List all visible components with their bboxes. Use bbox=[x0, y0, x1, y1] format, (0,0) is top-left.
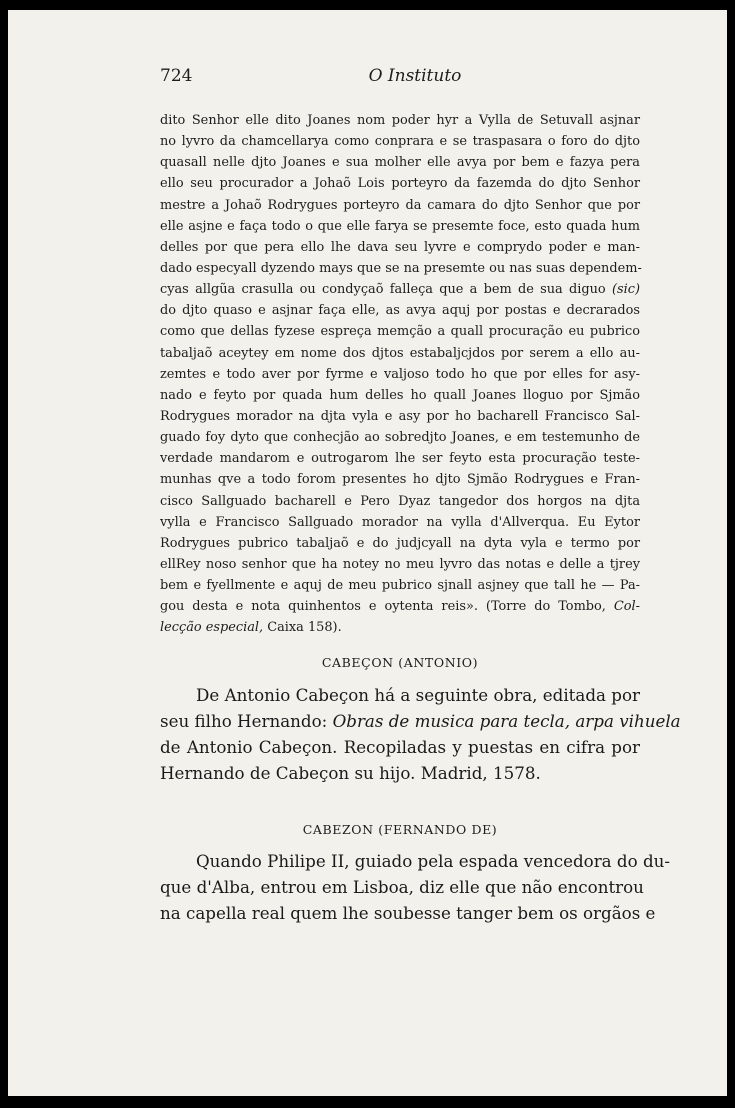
text-line: Rodrygues morador na djta vyla e asy por ho bacharell Francisco Sal- bbox=[160, 408, 640, 424]
text-line-with-title bbox=[160, 708, 681, 734]
text-line: elle asjne e faça todo o que elle farya se presemte foce, esto quada hum bbox=[160, 218, 640, 234]
document-transcription bbox=[160, 110, 640, 639]
collection-name: lecção especial, bbox=[160, 620, 264, 636]
text-line: dado especyall dyzendo mays que se na presemte ou nas suas dependem- bbox=[160, 260, 642, 276]
text-line: ello seu procurador a Johaõ Lois porteyro da fazemda do djto Senhor bbox=[160, 176, 640, 192]
text-line: no lyvro da chamcellarya como conprara e se traspasara o foro do djto bbox=[160, 134, 640, 150]
text-line: vylla e Francisco Sallguado morador na vylla d'Allverqua. Eu Eytor bbox=[160, 514, 640, 530]
text-line: mestre a Johaõ Rodrygues porteyro da camara do djto Senhor que por bbox=[160, 197, 640, 213]
page-header bbox=[160, 66, 640, 90]
section-body-cabecon-antonio bbox=[160, 682, 681, 786]
text-line: munhas qve a todo forom presentes ho djto Sjmão Rodrygues e Fran- bbox=[160, 472, 640, 488]
section-heading-cabezon-fernando: CABEZON (FERNANDO DE) bbox=[302, 822, 498, 837]
text-line: tabaljaõ aceytey em nome dos djtos estabaljcjdos por serem a ello au- bbox=[160, 345, 640, 361]
text-line: de Antonio Cabeçon. Recopiladas y puestas en cifra por bbox=[160, 737, 640, 757]
running-title: O Instituto bbox=[368, 66, 462, 86]
box-reference: Caixa 158). bbox=[267, 620, 342, 636]
section-heading-cabecon-antonio: CABEÇON (ANTONIO) bbox=[321, 655, 479, 670]
text-line-with-citation bbox=[160, 596, 640, 617]
text-line: nado e feyto por quada hum delles ho quall Joanes lloguo por Sjmão bbox=[160, 387, 640, 403]
text-fragment: cyas allgũa crasulla ou condyçaõ falleça que a bem de sua diguo bbox=[160, 282, 606, 298]
text-line-with-sic bbox=[160, 279, 640, 300]
text-line: que d'Alba, entrou em Lisboa, diz elle que não encontrou bbox=[160, 877, 644, 897]
text-line: Quando Philipe II, guiado pela espada vencedora do du- bbox=[196, 851, 671, 871]
text-fragment: seu filho Hernando: bbox=[160, 711, 328, 731]
text-line: delles por que pera ello lhe dava seu lyvre e comprydo poder e man- bbox=[160, 239, 640, 255]
text-line: ellRey noso senhor que ha notey no meu lyvro das notas e delle a tjrey bbox=[160, 556, 640, 572]
text-line: quasall nelle djto Joanes e sua molher elle avya por bem e fazya pera bbox=[160, 155, 640, 171]
text-line: Hernando de Cabeçon su hijo. Madrid, 1578. bbox=[160, 763, 541, 783]
text-line: Rodrygues pubrico tabaljaõ e do judjcyall na dyta vyla e termo por bbox=[160, 535, 640, 551]
text-line: na capella real quem lhe soubesse tanger bem os orgãos e bbox=[160, 903, 656, 923]
text-line: do djto quaso e asjnar faça elle, as avya aquj por postas e decrarados bbox=[160, 303, 640, 319]
text-line: guado foy dyto que conhecjão ao sobredjto Joanes, e em testemunho de bbox=[160, 430, 640, 446]
sic-marker: (sic) bbox=[611, 282, 640, 298]
text-line: verdade mandarom e outrogarom lhe ser feyto esta procuração teste- bbox=[160, 451, 640, 467]
text-line: dito Senhor elle dito Joanes nom poder hyr a Vylla de Setuvall asjnar bbox=[160, 113, 640, 128]
work-title: Obras de musica para tecla, arpa vihuela bbox=[332, 711, 681, 731]
text-line: bem e fyellmente e aquj de meu pubrico sjnall asjney que tall he — Pa- bbox=[160, 578, 640, 594]
page-number: 724 bbox=[160, 66, 193, 86]
section-body-cabezon-fernando bbox=[160, 848, 671, 926]
text-line: zemtes e todo aver por fyrme e valjoso todo ho que por elles for asy- bbox=[160, 366, 640, 382]
text-line: cisco Sallguado bacharell e Pero Dyaz tangedor dos horgos na djta bbox=[160, 493, 640, 509]
collection-name: Col- bbox=[613, 599, 640, 615]
text-line: como que dellas fyzese espreça memção a quall procuração eu pubrico bbox=[160, 324, 640, 340]
text-fragment: gou desta e nota quinhentos e oytenta reis». (Torre do Tombo, bbox=[160, 599, 606, 615]
text-line: De Antonio Cabeçon há a seguinte obra, editada por bbox=[196, 685, 640, 705]
citation-line bbox=[160, 617, 640, 638]
